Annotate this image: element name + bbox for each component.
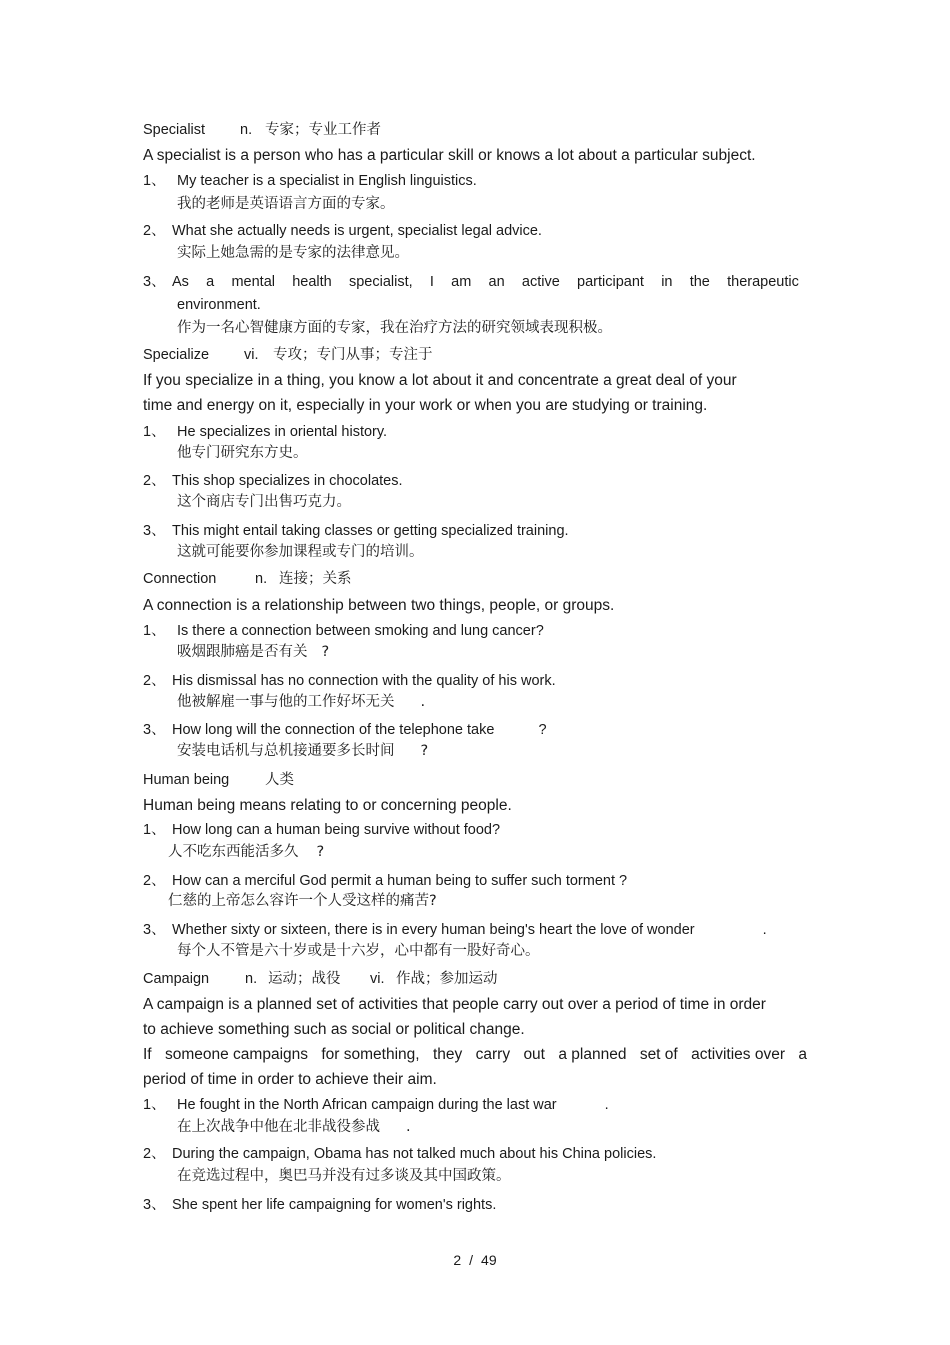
example-number: 1、 — [143, 623, 166, 639]
word: a — [206, 274, 215, 290]
page-separator: / — [469, 1252, 474, 1268]
entry-heading — [143, 347, 433, 363]
english-text: How long will the connection of the telephone take — [172, 722, 495, 738]
example-english — [177, 1098, 609, 1113]
word: an — [488, 274, 505, 290]
example-number: 3、 — [143, 922, 166, 938]
page-number — [0, 1253, 950, 1267]
definition: Human being means relating to or concerning people. — [143, 797, 512, 814]
example-english: Is there a connection between smoking and lung cancer? — [177, 623, 544, 639]
definition-continued: period of time in order to achieve their aim. — [143, 1071, 437, 1088]
word: a — [798, 1046, 807, 1063]
headword: Connection — [143, 571, 217, 587]
chinese-meaning: 运动；战役 — [268, 971, 341, 987]
headword: Human being — [143, 772, 230, 788]
word: therapeutic — [727, 274, 799, 290]
example-number: 1、 — [143, 1097, 166, 1113]
entry-heading — [143, 122, 381, 138]
example-english: He specializes in oriental history. — [177, 424, 388, 440]
english-text: Whether sixty or sixteen, there is in every human being's heart the love of wonder — [172, 922, 695, 938]
word: out — [523, 1046, 545, 1063]
english-text: He fought in the North African campaign during the last war — [177, 1097, 557, 1113]
word: the — [689, 274, 710, 290]
example-chinese: 作为一名心智健康方面的专家，我在治疗方法的研究领域表现积极。 — [177, 320, 612, 336]
example-english: My teacher is a specialist in English linguistics. — [177, 173, 477, 189]
example-number: 1、 — [143, 822, 166, 838]
example-number: 3、 — [143, 1197, 166, 1213]
chinese-text: 在上次战争中他在北非战役参战 — [177, 1119, 380, 1135]
example-english: His dismissal has no connection with the quality of his work. — [172, 673, 556, 689]
example-number: 1、 — [143, 424, 166, 440]
example-english-justified — [172, 275, 799, 290]
punctuation: ? — [316, 844, 325, 860]
word: set of — [639, 1046, 678, 1063]
example-english: How can a merciful God permit a human being to suffer such torment ? — [172, 873, 628, 889]
headword: Specialize — [143, 347, 210, 363]
example-english: During the campaign, Obama has not talked much about his China policies. — [172, 1146, 657, 1162]
punctuation: . — [604, 1097, 609, 1113]
chinese-text: 他被解雇一事与他的工作好坏无关 — [177, 694, 395, 710]
part-of-speech: vi. — [244, 347, 259, 363]
chinese-meaning: 专攻；专门从事；专注于 — [273, 347, 433, 363]
part-of-speech: n. — [240, 122, 253, 138]
example-chinese: 这就可能要你参加课程或专门的培训。 — [177, 544, 424, 560]
word: participant — [577, 274, 644, 290]
word: specialist, — [348, 274, 413, 290]
example-chinese: 这个商店专门出售巧克力。 — [177, 494, 351, 510]
headword: Specialist — [143, 122, 206, 138]
word: health — [292, 274, 332, 290]
word: active — [521, 274, 560, 290]
chinese-text: 安装电话机与总机接通要多长时间 — [177, 743, 395, 759]
example-number: 2、 — [143, 473, 166, 489]
chinese-meaning: 连接；关系 — [279, 571, 352, 587]
example-chinese — [168, 845, 324, 860]
punctuation: ? — [538, 722, 547, 738]
definition: to achieve something such as social or political change. — [143, 1021, 525, 1038]
part-of-speech: n. — [255, 571, 268, 587]
word: mental — [231, 274, 275, 290]
word: I — [429, 274, 434, 290]
entry-heading — [143, 571, 352, 587]
entry-heading — [143, 971, 498, 987]
punctuation: . — [420, 694, 426, 710]
part-of-speech: vi. — [370, 971, 385, 987]
example-chinese: 每个人不管是六十岁或是十六岁，心中都有一股好奇心。 — [177, 943, 540, 959]
example-english-continued: environment. — [177, 297, 261, 313]
chinese-meaning: 专家；专业工作者 — [265, 122, 381, 138]
example-number: 2、 — [143, 673, 166, 689]
chinese-meaning: 人类 — [265, 772, 294, 788]
punctuation: ? — [321, 644, 330, 660]
example-chinese: 在竞选过程中，奥巴马并没有过多谈及其中国政策。 — [177, 1168, 511, 1184]
definition: If you specialize in a thing, you know a lot about it and concentrate a great deal of your — [143, 372, 737, 389]
example-chinese: 他专门研究东方史。 — [177, 445, 308, 461]
example-chinese: 我的老师是英语语言方面的专家。 — [177, 196, 395, 212]
example-chinese: 实际上她急需的是专家的法律意见。 — [177, 245, 409, 261]
word: a planned — [558, 1046, 627, 1063]
word: carry — [475, 1046, 511, 1063]
definition-justified — [143, 1047, 807, 1063]
definition: A specialist is a person who has a particular skill or knows a lot about a particular subject. — [143, 147, 756, 164]
punctuation: ? — [420, 743, 429, 759]
example-english — [172, 723, 547, 738]
word: they — [432, 1046, 463, 1063]
example-english — [172, 923, 767, 938]
definition: A connection is a relationship between two things, people, or groups. — [143, 597, 615, 614]
example-chinese — [177, 744, 428, 759]
word: in — [661, 274, 673, 290]
example-number: 3、 — [143, 722, 166, 738]
chinese-text: 吸烟跟肺癌是否有关 — [177, 644, 308, 660]
chinese-text: 人不吃东西能活多久 — [168, 844, 299, 860]
word: If — [143, 1046, 152, 1063]
example-chinese — [177, 645, 329, 660]
example-chinese: 仁慈的上帝怎么容许一个人受这样的痛苦? — [168, 893, 437, 909]
example-number: 2、 — [143, 873, 166, 889]
total-pages: 49 — [481, 1252, 497, 1268]
punctuation: . — [762, 922, 767, 938]
entry-heading — [143, 772, 294, 788]
example-english: How long can a human being survive without food? — [172, 822, 501, 838]
example-number: 2、 — [143, 1146, 166, 1162]
word: As — [172, 274, 189, 290]
word: activities over — [691, 1046, 785, 1063]
word: am — [451, 274, 472, 290]
example-chinese — [177, 1120, 411, 1135]
example-number: 1、 — [143, 173, 166, 189]
example-english: This shop specializes in chocolates. — [172, 473, 403, 489]
word: for something, — [321, 1046, 420, 1063]
headword: Campaign — [143, 971, 210, 987]
example-english: This might entail taking classes or getting specialized training. — [172, 523, 569, 539]
example-number: 2、 — [143, 223, 166, 239]
word: someone campaigns — [164, 1046, 309, 1063]
example-english: She spent her life campaigning for women's rights. — [172, 1197, 497, 1213]
chinese-meaning: 作战；参加运动 — [396, 971, 498, 987]
current-page: 2 — [453, 1252, 462, 1268]
example-number: 3、 — [143, 274, 166, 290]
example-chinese — [177, 695, 425, 710]
part-of-speech: n. — [245, 971, 258, 987]
example-english: What she actually needs is urgent, specialist legal advice. — [172, 223, 542, 239]
definition: A campaign is a planned set of activities that people carry out over a period of time in order — [143, 996, 766, 1013]
definition: time and energy on it, especially in your work or when you are studying or training. — [143, 397, 708, 414]
example-number: 3、 — [143, 523, 166, 539]
punctuation: . — [406, 1119, 411, 1135]
